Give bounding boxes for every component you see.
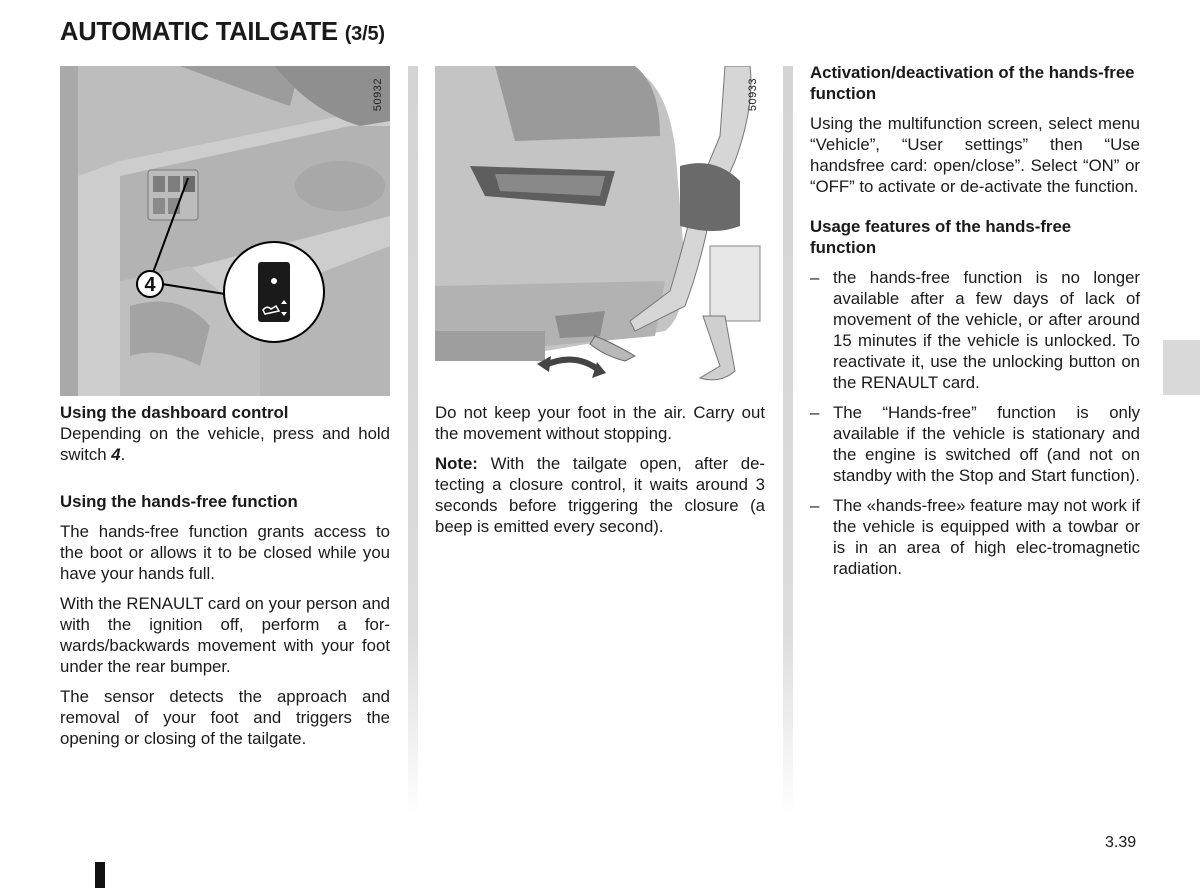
figure-reference-number: 50933 <box>747 78 759 112</box>
dashboard-control-text: Depending on the vehicle, press and hold switch 4. <box>60 424 390 464</box>
movement-instruction: Do not keep your foot in the air. Carry out the movement without stopping. <box>435 403 765 443</box>
left-column <box>60 402 390 758</box>
handsfree-paragraph: The sensor detects the approach and removal of your foot and triggers the opening or closing of the tailgate. <box>60 687 390 748</box>
bullet-dash: – <box>810 496 820 515</box>
activation-heading: Activation/deactivation of the hands-free function <box>810 63 1135 103</box>
middle-column <box>435 402 765 546</box>
closure-note: Note: With the tailgate open, after de-tecting a closure control, it waits around 3 seconds before triggering the closure (a beep is emitted every second). <box>435 454 765 536</box>
dashboard-illustration <box>60 66 390 396</box>
handsfree-usage-heading: Using the hands-free function <box>60 492 298 511</box>
bullet-dash: – <box>810 268 820 287</box>
usage-features-list <box>810 267 1140 579</box>
switch-reference: 4 <box>111 445 121 464</box>
bullet-dash: – <box>810 403 820 422</box>
switch-callout-number: 4 <box>144 274 156 296</box>
usage-features-heading: Usage features of the hands-free function <box>810 217 1072 257</box>
tailgate-figure <box>435 66 765 396</box>
column-divider <box>783 66 793 816</box>
list-item: – The «hands-free» feature may not work if the vehicle is equipped with a towbar or is in an area of high elec-tromagnetic radiation. <box>810 496 1140 578</box>
page-number: 3.39 <box>1105 834 1137 851</box>
handsfree-paragraph: With the RENAULT card on your person and with the ignition off, perform a for-wards/backwards movement with your foot under the rear bumper. <box>60 594 390 676</box>
page-corner-mark <box>95 862 105 888</box>
tailgate-illustration <box>435 66 765 396</box>
dashboard-figure <box>60 66 390 396</box>
activation-text: Using the multifunction screen, select menu “Vehicle”, “User settings” then “Use handsfree card: open/close”. Select “ON” or “OFF” to activate or de-activate the function. <box>810 114 1140 196</box>
note-label: Note: <box>435 454 478 473</box>
column-divider <box>408 66 418 816</box>
handsfree-paragraph: The hands-free function grants access to the boot or allows it to be closed while you have your hands full. <box>60 522 390 583</box>
list-item: – The “Hands-free” function is only available if the vehicle is stationary and the engine is switched off (and not on standby with the Stop and Start function). <box>810 403 1140 485</box>
figure-reference-number: 50932 <box>372 78 384 112</box>
right-column <box>810 62 1140 588</box>
page-title: AUTOMATIC TAILGATE (3/5) <box>60 18 385 46</box>
dashboard-control-heading: Using the dashboard control <box>60 403 289 422</box>
page-title-part: (3/5) <box>344 23 385 45</box>
chapter-tab-marker <box>1163 340 1200 395</box>
list-item: – the hands-free function is no longer available after a few days of lack of movement of the vehicle, or after around 15 minutes if the vehicle is unlocked. To reactivate it, use the unlocking button on the RENAULT card. <box>810 268 1140 392</box>
